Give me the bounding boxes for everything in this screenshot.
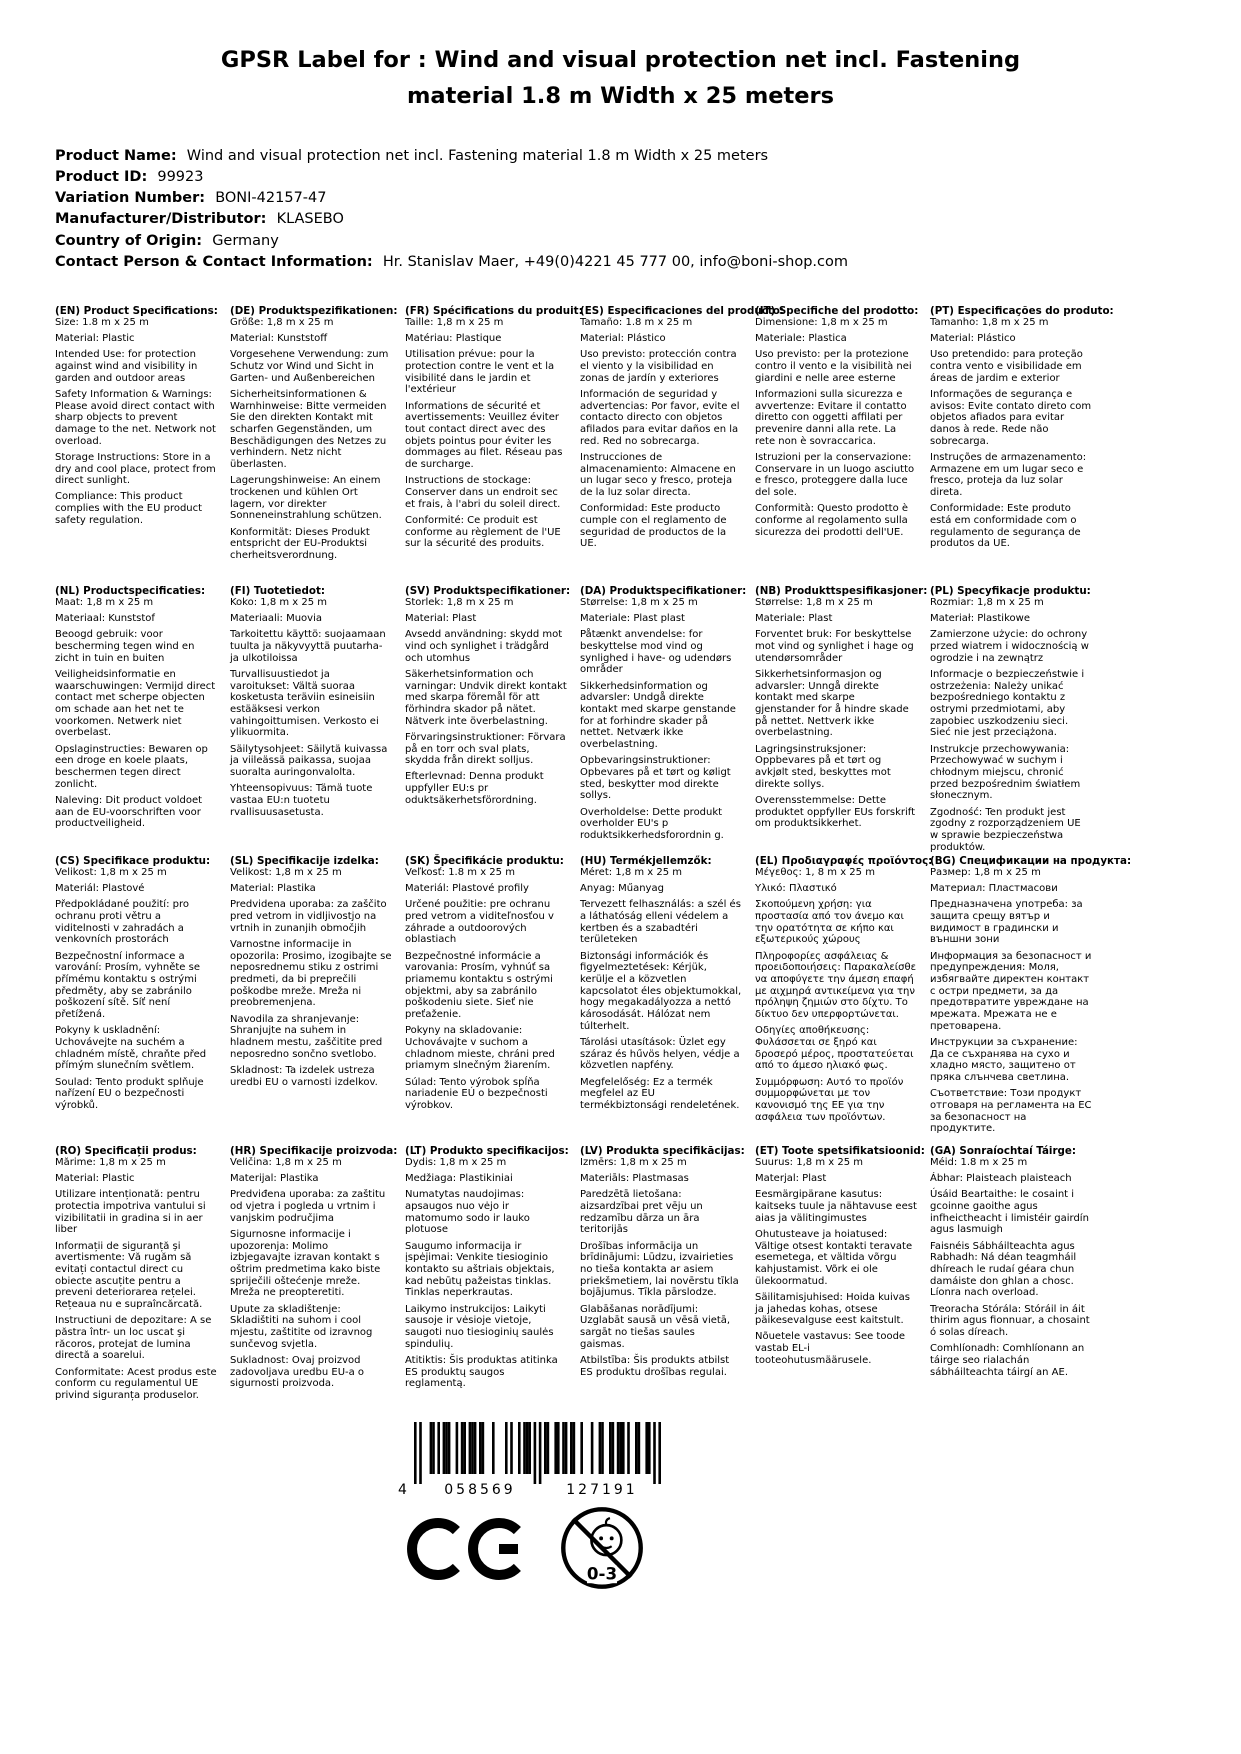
spec-paragraph: Material: Plast (405, 613, 477, 625)
spec-paragraph: Materiaali: Muovia (230, 613, 322, 625)
spec-paragraph: Předpokládané použití: pro ochranu proti větru a viditelnosti v zahradách a venkovních prostorách (55, 899, 189, 946)
contact-label: Contact Person & Contact Information: (55, 253, 373, 270)
spec-block-lt (405, 1145, 567, 1394)
spec-heading-bg: (BG) Спецификации на продукта: (930, 855, 1132, 867)
spec-block-pl (930, 585, 1092, 858)
spec-paragraph: Información de seguridad y advertencias: Por favor, evite el contacto directo con objetos afilados para evitar daños en la red. Red no sobrecarga. (580, 388, 740, 447)
spec-paragraph: Méret: 1,8 m x 25 m (580, 867, 683, 879)
spec-paragraph: Ohutusteave ja hoiatused: Vältige otsest kontakti teravate esemetega, et vältida võrgu kahjustamist. Võrk ei ole ülekoormatud. (755, 1228, 913, 1287)
spec-paragraph: Размер: 1,8 m x 25 m (930, 867, 1041, 879)
spec-paragraph: Compliance: This product complies with the EU product safety regulation. (55, 491, 203, 526)
spec-paragraph: Safety Information & Warnings: Please avoid direct contact with sharp objects to prevent damage to the net. Network not overload. (55, 388, 216, 447)
spec-paragraph: Conformitate: Acest produs este conform cu regulamentul UE privind siguranța produselor. (55, 1366, 217, 1401)
spec-block-sv (405, 585, 571, 811)
spec-paragraph: Lagringsinstruksjoner: Oppbevares på et tørt og avkjølt sted, beskyttes mot direkte sollys. (755, 743, 891, 790)
country-of-origin-label: Country of Origin: (55, 232, 203, 249)
spec-block-hr (230, 1145, 398, 1394)
spec-paragraph: Predviđena uporaba: za zaštitu od vjetra i pogleda u vrtnim i vanjskim područjima (230, 1189, 386, 1224)
spec-paragraph: Veiligheidsinformatie en waarschuwingen: Vermijd direct contact met scherpe objecten om schade aan het net te voorkomen. Netwerk niet overbelast. (55, 668, 216, 739)
spec-paragraph: Informazioni sulla sicurezza e avvertenze: Evitare il contatto diretto con oggetti affilati per prevenire danni alla rete. La rete non è sovraccarica. (755, 388, 907, 447)
spec-paragraph: Size: 1.8 m x 25 m (55, 317, 149, 329)
spec-paragraph: Určené použitie: pre ochranu pred vetrom a viditeľnosťou v záhrade a outdoorových oblastiach (405, 899, 554, 946)
spec-paragraph: Uso previsto: per la protezione contro il vento e la visibilità nei giardini e nelle aree esterne (755, 349, 912, 384)
spec-paragraph: Material: Kunststoff (230, 333, 328, 345)
spec-heading-et: (ET) Toote spetsifikatsioonid: (755, 1145, 925, 1157)
spec-paragraph: Veličina: 1,8 m x 25 m (230, 1157, 342, 1169)
spec-paragraph: Instruções de armazenamento: Armazene em um lugar seco e fresco, proteja da luz solar direta. (930, 451, 1087, 498)
spec-paragraph: Upute za skladištenje: Skladištiti na suhom i cool mjestu, zaštitite od izravnog sunčevog svjetla. (230, 1303, 373, 1350)
spec-paragraph: Instrukcje przechowywania: Przechowywać w suchym i chłodnym miejscu, chronić przed bezpośrednim światłem słonecznym. (930, 743, 1081, 802)
spec-block-sl (230, 855, 392, 1093)
spec-block-ro (55, 1145, 217, 1406)
spec-paragraph: Overholdelse: Dette produkt overholder EU's p roduktsikkerhedsforordnin g. (580, 806, 724, 841)
spec-paragraph: Faisnéis Sábháilteachta agus Rabhadh: Ná déan teagmháil dhíreach le rudaí géara chun damáiste don ghlan a chosc. Líonra nach overload. (930, 1240, 1077, 1299)
spec-paragraph: Materiale: Plast (755, 613, 833, 625)
spec-heading-pl: (PL) Specyfikacje produktu: (930, 585, 1091, 597)
spec-paragraph: Påtænkt anvendelse: for beskyttelse mod vind og synlighed i have- og udendørs områder (580, 629, 732, 676)
spec-paragraph: Overensstemmelse: Dette produktet oppfyller EUs forskrift om produktsikkerhet. (755, 794, 916, 830)
spec-heading-fr: (FR) Spécifications du produit: (405, 305, 583, 317)
product-name-value: Wind and visual protection net incl. Fastening material 1.8 m Width x 25 meters (186, 148, 769, 164)
product-name-line (55, 146, 1181, 167)
spec-paragraph: Anyag: Műanyag (580, 883, 664, 895)
spec-block-fi (230, 585, 392, 823)
spec-paragraph: Numatytas naudojimas: apsaugos nuo vėjo ir matomumo sodo ir lauko plotuose (405, 1189, 530, 1236)
spec-heading-lt: (LT) Produkto specifikacijos: (405, 1145, 569, 1157)
ce-mark-icon (406, 1516, 528, 1586)
spec-paragraph: Materiaal: Kunststof (55, 613, 155, 625)
spec-paragraph: Drošības informācija un brīdinājumi: Lūdzu, izvairieties no tieša kontakta ar asiem priekšmetiem, lai novērstu tīkla bojājumus. Tīkla pārslodze. (580, 1240, 739, 1299)
spec-paragraph: Utilizare intenționată: pentru protectia impotriva vantului si vizibilitatii in gradina si in aer liber (55, 1189, 206, 1236)
spec-heading-fi: (FI) Tuotetiedot: (230, 585, 325, 597)
spec-paragraph: Conformité: Ce produit est conforme au règlement de l'UE sur la sécurité des produits. (405, 514, 561, 550)
spec-paragraph: Taille: 1,8 m x 25 m (405, 317, 504, 329)
spec-heading-cs: (CS) Specifikace produktu: (55, 855, 211, 867)
spec-paragraph: Eesmärgipärane kasutus: kaitseks tuule ja nähtavuse eest aias ja välitingimustes (755, 1189, 917, 1224)
spec-heading-pt: (PT) Especificações do produto: (930, 305, 1114, 317)
spec-paragraph: Tervezett felhasználás: a szél és a láthatóság elleni védelem a kertben és a szabadtéri területeken (580, 899, 741, 946)
spec-paragraph: Materiał: Plastikowe (930, 613, 1030, 625)
spec-paragraph: Izmērs: 1,8 m x 25 m (580, 1157, 687, 1169)
spec-paragraph: Информация за безопасност и предупреждения: Моля, избягвайте директен контакт с остри предмети, за да предотвратите увреждане на мрежата. Мрежата не е претоварена. (930, 950, 1092, 1032)
spec-paragraph: Uso pretendido: para proteção contra vento e visibilidade em áreas de jardim e exterior (930, 349, 1083, 384)
spec-block-el (755, 855, 933, 1128)
contact-line (55, 252, 1181, 273)
spec-paragraph: Conformidad: Este producto cumple con el reglamento de seguridad de productos de la UE. (580, 503, 727, 550)
spec-paragraph: Инструкции за съхранение: Да се съхранява на сухо и хладно място, защитено от пряка слънчева светлина. (930, 1036, 1078, 1084)
spec-paragraph: Koko: 1,8 m x 25 m (230, 597, 328, 609)
spec-paragraph: Material: Plástico (930, 333, 1016, 345)
spec-heading-sk: (SK) Špecifikácie produktu: (405, 855, 564, 867)
spec-paragraph: Atbilstība: Šis produkts atbilst ES produktu drošības regulai. (580, 1354, 730, 1378)
spec-paragraph: Atitiktis: Šis produktas atitinka ES produktų saugos reglamentą. (405, 1354, 558, 1390)
spec-heading-es: (ES) Especificaciones del producto: (580, 305, 784, 317)
spec-heading-ro: (RO) Specificații produs: (55, 1145, 197, 1157)
spec-paragraph: Συμμόρφωση: Αυτό το προϊόν συμμορφώνεται με τον κανονισμό της ΕΕ για την ασφάλεια των προϊόντων. (755, 1076, 904, 1123)
spec-paragraph: Intended Use: for protection against wind and visibility in garden and outdoor areas (55, 349, 198, 384)
spec-paragraph: Instructiuni de depozitare: A se păstra într- un loc uscat şi răcoros, protejat de lumina directă a soarelui. (55, 1315, 212, 1362)
spec-block-cs (55, 855, 217, 1116)
spec-paragraph: Tamanho: 1,8 m x 25 m (930, 317, 1049, 329)
spec-paragraph: Lagerungshinweise: An einem trockenen und kühlen Ort lagern, vor direkter Sonneneinstrahlung schützen. (230, 475, 382, 522)
spec-paragraph: Soulad: Tento produkt splňuje nařízení EU o bezpečnosti výrobků. (55, 1076, 204, 1111)
spec-heading-da: (DA) Produktspecifikationer: (580, 585, 747, 597)
spec-paragraph: Varnostne informacije in opozorila: Prosimo, izogibajte se neposrednemu stiku z ostrimi predmeti, da bi preprečili poškodbe mreže. Mreža ni preobremenjena. (230, 938, 392, 1009)
spec-paragraph: Opbevaringsinstruktioner: Opbevares på et tørt og køligt sted, beskytter mod direkte sollys. (580, 755, 731, 802)
spec-paragraph: Istruzioni per la conservazione: Conservare in un luogo asciutto e fresco, proteggere dalla luce del sole. (755, 451, 915, 498)
spec-paragraph: Bezpečnostné informácie a varovania: Prosím, vyhnúť sa priamemu kontaktu s ostrými objektmi, aby sa zabránilo poškodeniu siete. Sieť nie preťaženie. (405, 950, 553, 1021)
barcode-bars (398, 1422, 666, 1486)
spec-paragraph: Glabāšanas norādījumi: Uzglabāt sausā un vēsā vietā, sargāt no tiešas saules gaismas. (580, 1303, 731, 1350)
spec-paragraph: Predvidena uporaba: za zaščito pred vetrom in vidljivostjo na vrtnih in zunanjih območjih (230, 899, 387, 934)
spec-paragraph: Säkerhetsinformation och varningar: Undvik direkt kontakt med skarpa föremål för att förhindra skador på nätet. Nätverk inte överbelastning. (405, 668, 567, 727)
spec-block-nl (55, 585, 217, 834)
spec-paragraph: Instrucciones de almacenamiento: Almacene en un lugar seco y fresco, proteja de la luz solar directa. (580, 451, 736, 498)
country-of-origin-line (55, 231, 1181, 252)
spec-paragraph: Sigurnosne informacije i upozorenja: Molimo izbjegavajte izravan kontakt s oštrim predmetima kako biste spriječili oštećenje mreže. Mreža ne preopteretiti. (230, 1228, 381, 1299)
spec-heading-hr: (HR) Specifikacije proizvoda: (230, 1145, 398, 1157)
spec-paragraph: Σκοπούμενη χρήση: για προστασία από τον άνεμο και την ορατότητα σε κήπο και εξωτερικούς χώρους (755, 899, 904, 946)
spec-block-es (580, 305, 784, 554)
spec-paragraph: Forventet bruk: For beskyttelse mot vind og synlighet i hage og utendørsområder (755, 629, 914, 664)
spec-paragraph: Rozmiar: 1,8 m x 25 m (930, 597, 1044, 609)
spec-block-de (230, 305, 398, 566)
spec-paragraph: Storlek: 1,8 m x 25 m (405, 597, 514, 609)
spec-paragraph: Informações de segurança e avisos: Evite contato direto com objetos afiados para evitar danos à rede. Rede não sobrecarga. (930, 388, 1092, 447)
spec-paragraph: Materiál: Plastové (55, 883, 145, 895)
spec-paragraph: Veľkosť: 1.8 m x 25 m (405, 867, 515, 879)
spec-paragraph: Dimensione: 1,8 m x 25 m (755, 317, 888, 329)
spec-paragraph: Sukladnost: Ovaj proizvod zadovoljava uredbu EU-a o sigurnosti proizvoda. (230, 1354, 365, 1390)
spec-paragraph: Materijal: Plastika (230, 1173, 319, 1185)
spec-paragraph: Naleving: Dit product voldoet aan de EU-voorschriften voor productveiligheid. (55, 794, 203, 830)
ean-barcode (398, 1422, 666, 1504)
spec-paragraph: Megfelelőség: Ez a termék megfelel az EU termékbiztonsági rendeletének. (580, 1076, 740, 1111)
spec-paragraph: Paredzētā lietošana: aizsardzībai pret vēju un redzamību dārza un āra teritorijās (580, 1189, 703, 1236)
spec-paragraph: Tamaño: 1.8 m x 25 m (580, 317, 693, 329)
spec-paragraph: Yhteensopivuus: Tämä tuote vastaa EU:n tuotetu rvallisuusasetusta. (230, 783, 373, 818)
spec-paragraph: Größe: 1,8 m x 25 m (230, 317, 334, 329)
spec-paragraph: Skladnost: Ta izdelek ustreza uredbi EU o varnosti izdelkov. (230, 1064, 378, 1088)
spec-paragraph: Conformità: Questo prodotto è conforme al regolamento sulla sicurezza dei prodotti dell'UE. (755, 503, 909, 538)
spec-paragraph: Utilisation prévue: pour la protection contre le vent et la visibilité dans le jardin et l'extérieur (405, 349, 555, 396)
spec-paragraph: Sikkerhetsinformasjon og advarsler: Unngå direkte kontakt med skarpe gjenstander for å hindre skade på nettet. Nettverk ikke overbelastning. (755, 668, 909, 739)
product-id-line (55, 167, 1181, 188)
spec-heading-sl: (SL) Specifikacije izdelka: (230, 855, 379, 867)
spec-heading-it: (IT) Specifiche del prodotto: (755, 305, 919, 317)
product-name-label: Product Name: (55, 148, 177, 164)
manufacturer-label: Manufacturer/Distributor: (55, 211, 267, 228)
spec-paragraph: Πληροφορίες ασφάλειας & προειδοποιήσεις: Παρακαλείσθε να αποφύγετε την άμεση επαφή με αιχμηρά αντικείμενα για την πρόληψη ζημιών στο δίχτυ. Το δίκτυο δεν υπερφορτώνεται. (755, 950, 917, 1021)
manufacturer-line (55, 209, 1181, 230)
spec-paragraph: Υλικό: Πλαστικό (755, 883, 837, 895)
spec-paragraph: Saugumo informacija ir įspėjimai: Venkite tiesioginio kontakto su aštriais objektais, kad nebūtų pažeistas tinklas. Tinklas neperkrautas. (405, 1240, 555, 1299)
barcode-right-digits: 127191 (566, 1482, 638, 1498)
spec-block-lv (580, 1145, 745, 1383)
spec-paragraph: Størrelse: 1,8 m x 25 m (755, 597, 873, 609)
spec-block-da (580, 585, 747, 846)
product-id-label: Product ID: (55, 169, 148, 186)
spec-heading-de: (DE) Produktspezifikationen: (230, 305, 398, 317)
spec-paragraph: Nõuetele vastavus: See toode vastab EL-i tooteohutusmäärusele. (755, 1331, 906, 1366)
spec-paragraph: Säilytysohjeet: Säilytä kuivassa ja viileässä paikassa, suojaa suoralta auringonvalolta. (230, 743, 388, 778)
product-info-block (55, 146, 1181, 273)
spec-block-ga (930, 1145, 1092, 1383)
spec-block-nb (755, 585, 928, 834)
spec-paragraph: Vorgesehene Verwendung: zum Schutz vor Wind und Sicht in Garten- und Außenbereichen (230, 349, 389, 384)
spec-paragraph: Material: Plástico (580, 333, 666, 345)
spec-paragraph: Tárolási utasítások: Üzlet egy száraz és hűvös helyen, védje a közvetlen napfény. (580, 1036, 740, 1072)
spec-paragraph: Navodila za shranjevanje: Shranjujte na suhem in hladnem mestu, zaščitite pred neposredno sončno svetlobo. (230, 1013, 383, 1060)
spec-paragraph: Úsáid Beartaithe: le cosaint i gcoinne gaoithe agus infheictheacht i limistéir gairdín agus lasmuigh (930, 1189, 1089, 1236)
spec-paragraph: Sikkerhedsinformation og advarsler: Undgå direkte kontakt med skarpe genstande for at forhindre skader på nettet. Netværk ikke overbelastning. (580, 680, 736, 751)
spec-paragraph: Storage Instructions: Store in a dry and cool place, protect from direct sunlight. (55, 451, 216, 487)
spec-block-fr (405, 305, 583, 554)
spec-paragraph: Medžiaga: Plastikiniai (405, 1173, 513, 1185)
spec-paragraph: Material: Plastic (55, 333, 135, 345)
spec-block-it (755, 305, 917, 543)
spec-paragraph: Материал: Пластмасови (930, 883, 1058, 895)
spec-paragraph: Materiál: Plastové profily (405, 883, 529, 895)
spec-paragraph: Súlad: Tento výrobok spĺňa nariadenie EÚ o bezpečnosti výrobkov. (405, 1076, 548, 1111)
age-warning-text: 0-3 (586, 1563, 618, 1584)
spec-paragraph: Zgodność: Ten produkt jest zgodny z rozporządzeniem UE w sprawie bezpieczeństwa produktów. (930, 806, 1081, 853)
spec-paragraph: Suurus: 1,8 m x 25 m (755, 1157, 863, 1169)
spec-block-pt (930, 305, 1114, 554)
spec-paragraph: Comhlíonadh: Comhlíonann an táirge seo rialachán sábháilteachta táirgí an AE. (930, 1343, 1085, 1378)
spec-paragraph: Efterlevnad: Denna produkt uppfyller EU:s pr oduktsäkerhetsförordning. (405, 771, 544, 806)
product-id-value: 99923 (157, 169, 204, 186)
spec-paragraph: Opslaginstructies: Bewaren op een droge en koele plaats, beschermen tegen direct zonlicht. (55, 743, 208, 790)
spec-paragraph: Pokyny na skladovanie: Uchovávajte v suchom a chladnom mieste, chráni pred priamym slnečným žiarením. (405, 1025, 555, 1072)
spec-paragraph: Laikymo instrukcijos: Laikyti sausoje ir vėsioje vietoje, saugoti nuo tiesioginių saulės spindulių. (405, 1303, 554, 1350)
contact-value: Hr. Stanislav Maer, +49(0)4221 45 777 00, info@boni-shop.com (382, 253, 849, 270)
spec-heading-en: (EN) Product Specifications: (55, 305, 218, 317)
spec-paragraph: Dydis: 1,8 m x 25 m (405, 1157, 507, 1169)
spec-paragraph: Material: Plastika (230, 883, 316, 895)
spec-paragraph: Treoracha Stórála: Stóráil in áit thirim agus fionnuar, a chosaint ó solas díreach. (930, 1303, 1090, 1338)
spec-paragraph: Matériau: Plastique (405, 333, 502, 345)
spec-block-hu (580, 855, 742, 1116)
spec-paragraph: Velikost: 1,8 m x 25 m (230, 867, 342, 879)
spec-heading-sv: (SV) Produktspecifikationer: (405, 585, 571, 597)
spec-paragraph: Οδηγίες αποθήκευσης: Φυλάσσεται σε ξηρό και δροσερό μέρος, προστατεύεται από το άμεσο ηλιακό φως. (755, 1025, 914, 1072)
spec-heading-nl: (NL) Productspecificaties: (55, 585, 206, 597)
spec-paragraph: Turvallisuustiedot ja varoitukset: Vältä suoraa kosketusta teräviin esineisiin estääksesi verkon vahingoittumisen. Verkosto ei ylikuormita. (230, 668, 379, 739)
spec-paragraph: Biztonsági információk és figyelmeztetések: Kérjük, kerülje el a közvetlen kapcsolatot éles objektumokkal, hogy megakadályozza a nettó károsodását. Hálózat nem túlterhelt. (580, 950, 742, 1032)
spec-paragraph: Størrelse: 1,8 m x 25 m (580, 597, 698, 609)
spec-block-bg (930, 855, 1132, 1139)
spec-paragraph: Informations de sécurité et avertissements: Veuillez éviter tout contact direct avec des objets pointus pour éviter les dommages au filet. Réseau pas de surcharge. (405, 400, 563, 471)
spec-paragraph: Velikost: 1,8 m x 25 m (55, 867, 167, 879)
page-title: GPSR Label for : Wind and visual protection net incl. Fastening material 1.8 m Width x 25 meters (220, 47, 1021, 109)
variation-number-label: Variation Number: (55, 190, 206, 207)
spec-paragraph: Avsedd användning: skydd mot vind och synlighet i trädgård och utomhus (405, 629, 563, 664)
spec-paragraph: Tarkoitettu käyttö: suojaamaan tuulta ja näkyvyyttä puutarha- ja ulkotiloissa (230, 629, 386, 664)
spec-heading-el: (EL) Προδιαγραφές προϊόντος: (755, 855, 933, 867)
spec-paragraph: Materiale: Plast plast (580, 613, 685, 625)
manufacturer-value: KLASEBO (276, 211, 344, 228)
spec-paragraph: Méid: 1.8 m x 25 m (930, 1157, 1028, 1169)
spec-paragraph: Material: Plastic (55, 1173, 135, 1185)
spec-paragraph: Säilitamisjuhised: Hoida kuivas ja jahedas kohas, otsese päikesevalguse eest kaitstult. (755, 1291, 911, 1327)
spec-block-sk (405, 855, 567, 1116)
age-warning-0-3-icon (558, 1504, 646, 1596)
spec-heading-lv: (LV) Produkta specifikācijas: (580, 1145, 745, 1157)
spec-grid (55, 305, 1132, 1406)
spec-heading-ga: (GA) Sonraíochtaí Táirge: (930, 1145, 1077, 1157)
variation-number-value: BONI-42157-47 (215, 190, 327, 207)
barcode-left-digits: 058569 (444, 1482, 516, 1498)
spec-paragraph: Informații de siguranță și avertismente: Vă rugăm să evitați contactul direct cu obiecte ascuțite pentru a preveni deteriorarea rețelei. Rețeaua nu e supraîncărcată. (55, 1240, 203, 1311)
spec-paragraph: Materiale: Plastica (755, 333, 847, 345)
spec-paragraph: Предназначена употреба: за защита срещу вятър и видимост в градински и външни зони (930, 899, 1083, 946)
barcode-prefix-digit: 4 (398, 1482, 407, 1498)
spec-block-en (55, 305, 217, 531)
country-of-origin-value: Germany (212, 232, 279, 249)
spec-paragraph: Ábhar: Plaisteach plaisteach (930, 1173, 1072, 1185)
spec-paragraph: Sicherheitsinformationen & Warnhinweise: Bitte vermeiden Sie den direkten Kontakt mit scharfen Gegenständen, um Beschädigungen des Netzes zu verhindern. Netz nicht überlasten. (230, 388, 387, 471)
spec-heading-nb: (NB) Produkttspesifikasjoner: (755, 585, 928, 597)
spec-paragraph: Beoogd gebruik: voor bescherming tegen wind en zicht in tuin en buiten (55, 629, 195, 664)
spec-paragraph: Instructions de stockage: Conserver dans un endroit sec et frais, à l'abri du soleil direct. (405, 475, 561, 510)
spec-paragraph: Förvaringsinstruktioner: Förvara på en torr och sval plats, skydda från direkt solljus. (405, 731, 566, 767)
spec-paragraph: Bezpečnostní informace a varování: Prosím, vyhněte se přímému kontaktu s ostrými předměty, aby se zabránilo poškození sítě. Síť není přetížená. (55, 950, 200, 1021)
spec-block-et (755, 1145, 925, 1371)
variation-number-line (55, 188, 1181, 209)
spec-paragraph: Mărime: 1,8 m x 25 m (55, 1157, 166, 1169)
spec-paragraph: Maat: 1,8 m x 25 m (55, 597, 154, 609)
spec-paragraph: Zamierzone użycie: do ochrony przed wiatrem i widocznością w ogrodzie i na zewnątrz (930, 629, 1089, 664)
spec-paragraph: Materjal: Plast (755, 1173, 827, 1185)
spec-paragraph: Informacje o bezpieczeństwie i ostrzeżenia: Należy unikać bezpośredniego kontaktu z ostrymi przedmiotami, aby zapobiec uszkodzeniu sieci. Sieć nie jest przeciążona. (930, 668, 1085, 739)
spec-paragraph: Konformität: Dieses Produkt entspricht der EU-Produktsi cherheitsverordnung. (230, 526, 370, 561)
spec-paragraph: Съответствие: Този продукт отговаря на регламента на ЕС за безопасност на продуктите. (930, 1088, 1092, 1135)
spec-paragraph: Conformidade: Este produto está em conformidade com o regulamento de segurança de produtos da UE. (930, 503, 1081, 550)
spec-paragraph: Pokyny k uskladnění: Uchovávejte na suchém a chladném místě, chraňte před přímým slunečním světlem. (55, 1025, 207, 1072)
spec-heading-hu: (HU) Termékjellemzők: (580, 855, 712, 867)
spec-paragraph: Μέγεθος: 1, 8 m x 25 m (755, 867, 875, 879)
spec-paragraph: Uso previsto: protección contra el viento y la visibilidad en zonas de jardín y exteriores (580, 349, 737, 384)
spec-paragraph: Materiāls: Plastmasas (580, 1173, 689, 1185)
